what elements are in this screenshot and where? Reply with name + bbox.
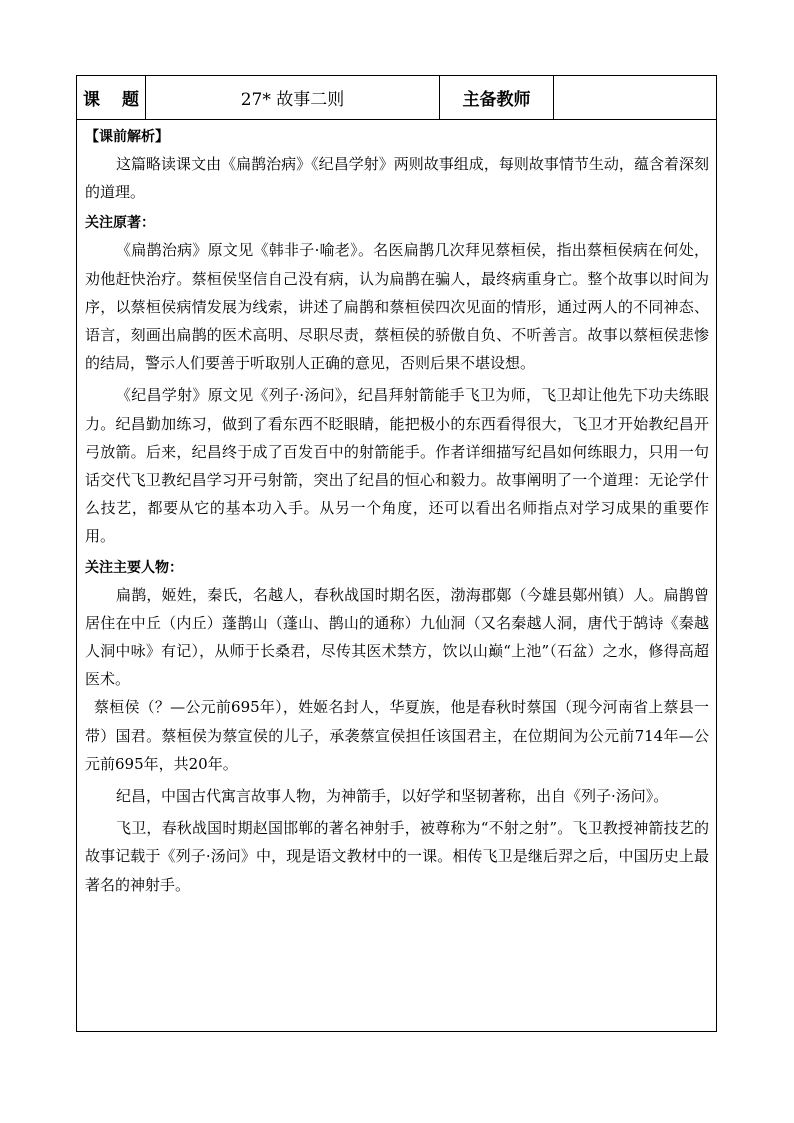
teacher-label: 主备教师 — [462, 90, 531, 110]
content-body — [85, 124, 709, 899]
people-paragraph-1: 扁鹊，姬姓，秦氏，名越人，春秋战国时期名医，渤海郡鄚（今雄县鄚州镇）人。扁鹊曾居住在中丘（内丘）蓬鹊山（蓬山、鹊山的通称）九仙洞（又名秦越人洞，唐代于鹄诗《秦越人洞中咏》有记），从师于长桑君，尽传其医术禁方，饮以山巅“上池”（石盆）之水，修得高超医术。 — [85, 585, 709, 689]
header-row — [77, 76, 716, 120]
original-paragraph-1: 《扁鹊治病》原文见《韩非子·喻老》。名医扁鹊几次拜见蔡桓侯，指出蔡桓侯病在何处，劝他赶快治疗。蔡桓侯坚信自己没有病，认为扁鹊在骗人，最终病重身亡。整个故事以时间为序，以蔡桓侯病情发展为线索，讲述了扁鹊和蔡桓侯四次见面的情形，通过两人的不同神态、语言，刻画出扁鹊的医术高明、尽职尽责，蔡桓侯的骄傲自负、不听善言。故事以蔡桓侯悲惨的结局，警示人们要善于听取别人正确的意见，否则后果不堪设想。 — [85, 241, 709, 373]
people-paragraph-3: 纪昌，中国古代寓言故事人物，为神箭手，以好学和坚韧著称，出自《列子·汤问》。 — [116, 787, 669, 806]
original-paragraph-2: 《纪昌学射》原文见《列子·汤问》，纪昌拜射箭能手飞卫为师，飞卫却让他先下功夫练眼力。纪昌勤加练习，做到了看东西不眨眼睛，能把极小的东西看得很大，飞卫才开始教纪昌开弓放箭。后来，纪昌终于成了百发百中的射箭能手。作者详细描写纪昌如何练眼力，只用一句话交代飞卫教纪昌学习开弓射箭，突出了纪昌的恒心和毅力。故事阐明了一个道理：无论学什么技艺，都要从它的基本功入手。从另一个角度，还可以看出名师指点对学习成果的重要作用。 — [85, 386, 709, 546]
topic-label-part-2: 题 — [122, 90, 139, 110]
topic-label-cell — [77, 76, 146, 119]
people-heading: 关注主要人物： — [85, 559, 183, 576]
teacher-label-cell — [440, 76, 554, 119]
teacher-value-cell — [554, 76, 717, 119]
pre-analysis-text: 这篇略读课文由《扁鹊治病》《纪昌学射》两则故事组成，每则故事情节生动，蕴含着深刻的道理。 — [85, 155, 709, 202]
topic-label-part-1: 课 — [83, 90, 100, 110]
original-heading: 关注原著： — [85, 215, 155, 232]
lesson-title: 27* 故事二则 — [240, 90, 345, 110]
lesson-plan-table — [76, 75, 717, 1032]
lesson-title-cell — [146, 76, 440, 119]
pre-analysis-heading: 【课前解析】 — [85, 129, 169, 145]
people-paragraph-4: 飞卫，春秋战国时期赵国邯郸的著名神射手，被尊称为“不射之射”。飞卫教授神箭技艺的故事记载于《列子·汤问》中，现是语文教材中的一课。相传飞卫是继后羿之后，中国历史上最著名的神射手。 — [85, 819, 709, 894]
people-paragraph-2: 蔡桓侯（？—公元前695年），姓姬名封人，华夏族，他是春秋时蔡国（现今河南省上蔡县一带）国君。蔡桓侯为蔡宣侯的儿子，承袭蔡宣侯担任该国君主，在位期间为公元前714年—公元前695年，共20年。 — [85, 698, 709, 773]
